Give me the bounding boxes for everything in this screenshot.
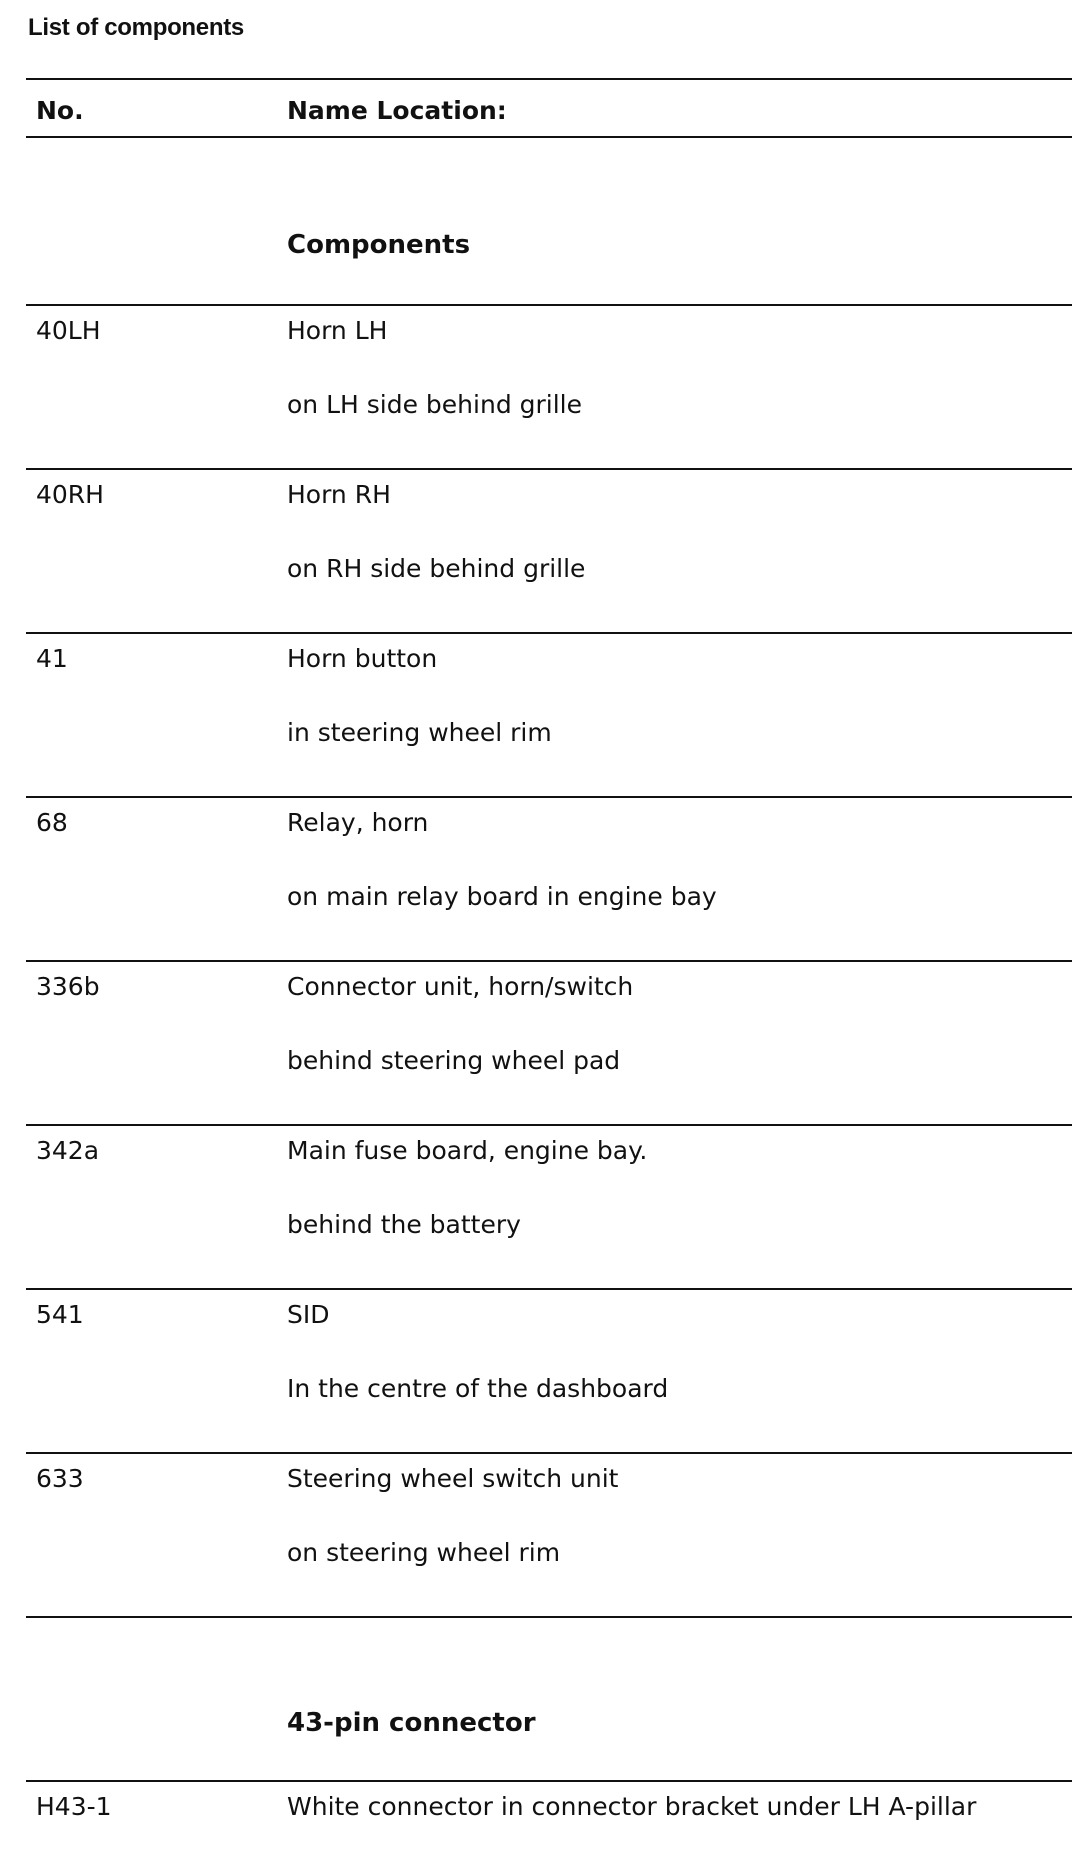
component-name: Relay, horn bbox=[287, 808, 429, 837]
table-row bbox=[26, 306, 1072, 468]
component-name: Main fuse board, engine bay. bbox=[287, 1136, 648, 1165]
component-location: on steering wheel rim bbox=[287, 1538, 561, 1567]
component-number: 40RH bbox=[36, 480, 104, 509]
component-name: Steering wheel switch unit bbox=[287, 1464, 619, 1493]
components-table bbox=[26, 78, 1072, 1842]
table-row bbox=[26, 634, 1072, 796]
component-location: in steering wheel rim bbox=[287, 718, 552, 747]
connector-name: White connector in connector bracket under LH A-pillar bbox=[287, 1792, 977, 1821]
component-number: 41 bbox=[36, 644, 68, 673]
table-row bbox=[26, 962, 1072, 1124]
component-name: Horn RH bbox=[287, 480, 391, 509]
table-row bbox=[26, 1290, 1072, 1452]
component-name: Horn LH bbox=[287, 316, 388, 345]
table-row bbox=[26, 470, 1072, 632]
component-name: SID bbox=[287, 1300, 330, 1329]
component-number: 541 bbox=[36, 1300, 84, 1329]
document-title: List of components bbox=[28, 14, 244, 41]
table-row bbox=[26, 1782, 1072, 1842]
component-number: 336b bbox=[36, 972, 100, 1001]
component-name: Connector unit, horn/switch bbox=[287, 972, 634, 1001]
section-components bbox=[26, 138, 1072, 304]
component-location: behind steering wheel pad bbox=[287, 1046, 621, 1075]
table-row bbox=[26, 1126, 1072, 1288]
header-no: No. bbox=[36, 96, 84, 125]
component-location: behind the battery bbox=[287, 1210, 521, 1239]
component-number: 342a bbox=[36, 1136, 100, 1165]
component-location: In the centre of the dashboard bbox=[287, 1374, 669, 1403]
table-row bbox=[26, 1454, 1072, 1616]
component-number: 40LH bbox=[36, 316, 101, 345]
component-name: Horn button bbox=[287, 644, 438, 673]
component-location: on main relay board in engine bay bbox=[287, 882, 717, 911]
section-title: Components bbox=[287, 230, 471, 260]
component-location: on RH side behind grille bbox=[287, 554, 586, 583]
section-title: 43-pin connector bbox=[287, 1708, 536, 1738]
component-number: 68 bbox=[36, 808, 68, 837]
component-number: 633 bbox=[36, 1464, 84, 1493]
header-name-location: Name Location: bbox=[287, 96, 507, 125]
connector-number: H43-1 bbox=[36, 1792, 112, 1821]
section-43-pin-connector bbox=[26, 1618, 1072, 1780]
component-location: on LH side behind grille bbox=[287, 390, 582, 419]
table-header bbox=[26, 80, 1072, 136]
table-row bbox=[26, 798, 1072, 960]
